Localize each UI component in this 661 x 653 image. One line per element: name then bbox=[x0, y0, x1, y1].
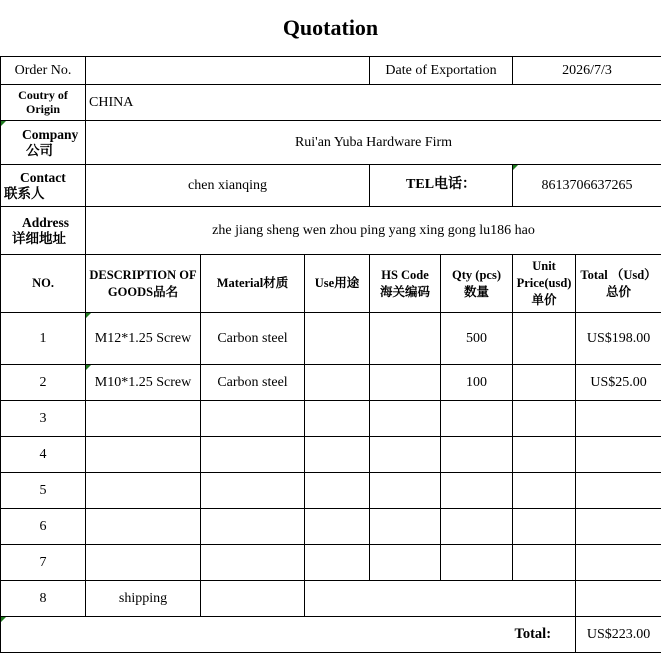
item-material[interactable]: Carbon steel bbox=[201, 313, 305, 365]
item-material[interactable]: Carbon steel bbox=[201, 365, 305, 401]
company-label-cn: 公司 bbox=[4, 143, 82, 159]
item-total[interactable] bbox=[576, 401, 661, 437]
col-header-material: Material材质 bbox=[201, 255, 305, 313]
item-description[interactable] bbox=[86, 401, 201, 437]
company-value[interactable]: Rui'an Yuba Hardware Firm bbox=[86, 121, 661, 165]
date-value[interactable]: 2026/7/3 bbox=[513, 57, 661, 85]
col-header-qty-line1: Qty (pcs) bbox=[444, 267, 509, 284]
table-row bbox=[1, 545, 661, 581]
item-total[interactable]: US$198.00 bbox=[576, 313, 661, 365]
item-no: 3 bbox=[1, 401, 86, 437]
address-label bbox=[1, 207, 86, 255]
address-value[interactable]: zhe jiang sheng wen zhou ping yang xing gong lu186 hao bbox=[86, 207, 661, 255]
shipping-merged-cell[interactable] bbox=[305, 581, 576, 617]
company-label bbox=[1, 121, 86, 165]
item-no: 7 bbox=[1, 545, 86, 581]
item-no: 4 bbox=[1, 437, 86, 473]
item-total[interactable] bbox=[576, 545, 661, 581]
total-row bbox=[1, 617, 661, 653]
item-qty[interactable]: 500 bbox=[441, 313, 513, 365]
contact-label-en: Contact bbox=[4, 170, 82, 186]
shipping-description[interactable]: shipping bbox=[86, 581, 201, 617]
address-label-en: Address bbox=[4, 215, 82, 231]
item-description[interactable] bbox=[86, 473, 201, 509]
contact-label-cn: 联系人 bbox=[4, 186, 82, 202]
col-header-total-line1: Total （Usd） bbox=[579, 267, 658, 284]
shipping-no: 8 bbox=[1, 581, 86, 617]
item-hs-code[interactable] bbox=[370, 437, 441, 473]
shipping-material[interactable] bbox=[201, 581, 305, 617]
origin-label-line1: Coutry of bbox=[4, 89, 82, 103]
item-hs-code[interactable] bbox=[370, 365, 441, 401]
col-header-price-line2: Price(usd) bbox=[516, 275, 572, 292]
item-qty[interactable] bbox=[441, 545, 513, 581]
item-use[interactable] bbox=[305, 545, 370, 581]
table-row bbox=[1, 365, 661, 401]
company-label-en: Company bbox=[4, 127, 82, 143]
col-header-price-line1: Unit bbox=[516, 258, 572, 275]
order-row bbox=[1, 57, 661, 85]
item-hs-code[interactable] bbox=[370, 401, 441, 437]
quotation-table bbox=[0, 56, 661, 653]
origin-value[interactable]: CHINA bbox=[86, 85, 661, 121]
col-header-use: Use用途 bbox=[305, 255, 370, 313]
item-hs-code[interactable] bbox=[370, 313, 441, 365]
item-total[interactable]: US$25.00 bbox=[576, 365, 661, 401]
col-header-no: NO. bbox=[1, 255, 86, 313]
item-total[interactable] bbox=[576, 437, 661, 473]
item-no: 6 bbox=[1, 509, 86, 545]
col-header-hs-code bbox=[370, 255, 441, 313]
item-material[interactable] bbox=[201, 545, 305, 581]
total-value[interactable]: US$223.00 bbox=[576, 617, 661, 653]
origin-label-line2: Origin bbox=[4, 103, 82, 117]
item-unit-price[interactable] bbox=[513, 473, 576, 509]
item-material[interactable] bbox=[201, 437, 305, 473]
item-description[interactable] bbox=[86, 437, 201, 473]
shipping-total[interactable] bbox=[576, 581, 661, 617]
col-header-price-line3: 单价 bbox=[516, 292, 572, 309]
items-header-row bbox=[1, 255, 661, 313]
item-unit-price[interactable] bbox=[513, 401, 576, 437]
item-total[interactable] bbox=[576, 509, 661, 545]
col-header-total bbox=[576, 255, 661, 313]
shipping-row bbox=[1, 581, 661, 617]
col-header-description-line2: GOODS品名 bbox=[89, 284, 197, 301]
col-header-qty-line2: 数量 bbox=[444, 284, 509, 301]
tel-label: TEL电话： bbox=[370, 165, 513, 207]
company-row bbox=[1, 121, 661, 165]
item-hs-code[interactable] bbox=[370, 545, 441, 581]
item-unit-price[interactable] bbox=[513, 365, 576, 401]
col-header-hs-line2: 海关编码 bbox=[373, 284, 437, 301]
table-row bbox=[1, 313, 661, 365]
col-header-unit-price bbox=[513, 255, 576, 313]
address-row bbox=[1, 207, 661, 255]
contact-value[interactable]: chen xianqing bbox=[86, 165, 370, 207]
item-qty[interactable] bbox=[441, 509, 513, 545]
contact-row bbox=[1, 165, 661, 207]
item-no: 1 bbox=[1, 313, 86, 365]
item-unit-price[interactable] bbox=[513, 545, 576, 581]
total-label: Total: bbox=[1, 617, 576, 653]
item-unit-price[interactable] bbox=[513, 313, 576, 365]
item-use[interactable] bbox=[305, 313, 370, 365]
item-use[interactable] bbox=[305, 365, 370, 401]
item-qty[interactable] bbox=[441, 473, 513, 509]
address-label-cn: 详细地址 bbox=[4, 231, 82, 247]
item-total[interactable] bbox=[576, 473, 661, 509]
item-qty[interactable]: 100 bbox=[441, 365, 513, 401]
item-unit-price[interactable] bbox=[513, 509, 576, 545]
table-row bbox=[1, 509, 661, 545]
item-unit-price[interactable] bbox=[513, 437, 576, 473]
contact-label bbox=[1, 165, 86, 207]
tel-value[interactable]: 8613706637265 bbox=[513, 165, 661, 207]
table-row bbox=[1, 437, 661, 473]
col-header-total-line2: 总价 bbox=[579, 284, 658, 301]
table-row bbox=[1, 401, 661, 437]
table-row bbox=[1, 473, 661, 509]
date-label: Date of Exportation bbox=[370, 57, 513, 85]
item-use[interactable] bbox=[305, 437, 370, 473]
item-qty[interactable] bbox=[441, 437, 513, 473]
item-use[interactable] bbox=[305, 509, 370, 545]
item-material[interactable] bbox=[201, 473, 305, 509]
item-material[interactable] bbox=[201, 509, 305, 545]
item-description[interactable] bbox=[86, 509, 201, 545]
item-hs-code[interactable] bbox=[370, 473, 441, 509]
col-header-description bbox=[86, 255, 201, 313]
item-use[interactable] bbox=[305, 401, 370, 437]
item-description[interactable]: M10*1.25 Screw bbox=[86, 365, 201, 401]
col-header-hs-line1: HS Code bbox=[373, 267, 437, 284]
item-material[interactable] bbox=[201, 401, 305, 437]
item-hs-code[interactable] bbox=[370, 509, 441, 545]
origin-row bbox=[1, 85, 661, 121]
origin-label bbox=[1, 85, 86, 121]
item-qty[interactable] bbox=[441, 401, 513, 437]
item-description[interactable] bbox=[86, 545, 201, 581]
order-no-value[interactable] bbox=[86, 57, 370, 85]
col-header-qty bbox=[441, 255, 513, 313]
col-header-description-line1: DESCRIPTION OF bbox=[89, 267, 197, 284]
item-no: 5 bbox=[1, 473, 86, 509]
item-use[interactable] bbox=[305, 473, 370, 509]
item-no: 2 bbox=[1, 365, 86, 401]
order-no-label: Order No. bbox=[1, 57, 86, 85]
item-description[interactable]: M12*1.25 Screw bbox=[86, 313, 201, 365]
page-title: Quotation bbox=[0, 0, 661, 56]
